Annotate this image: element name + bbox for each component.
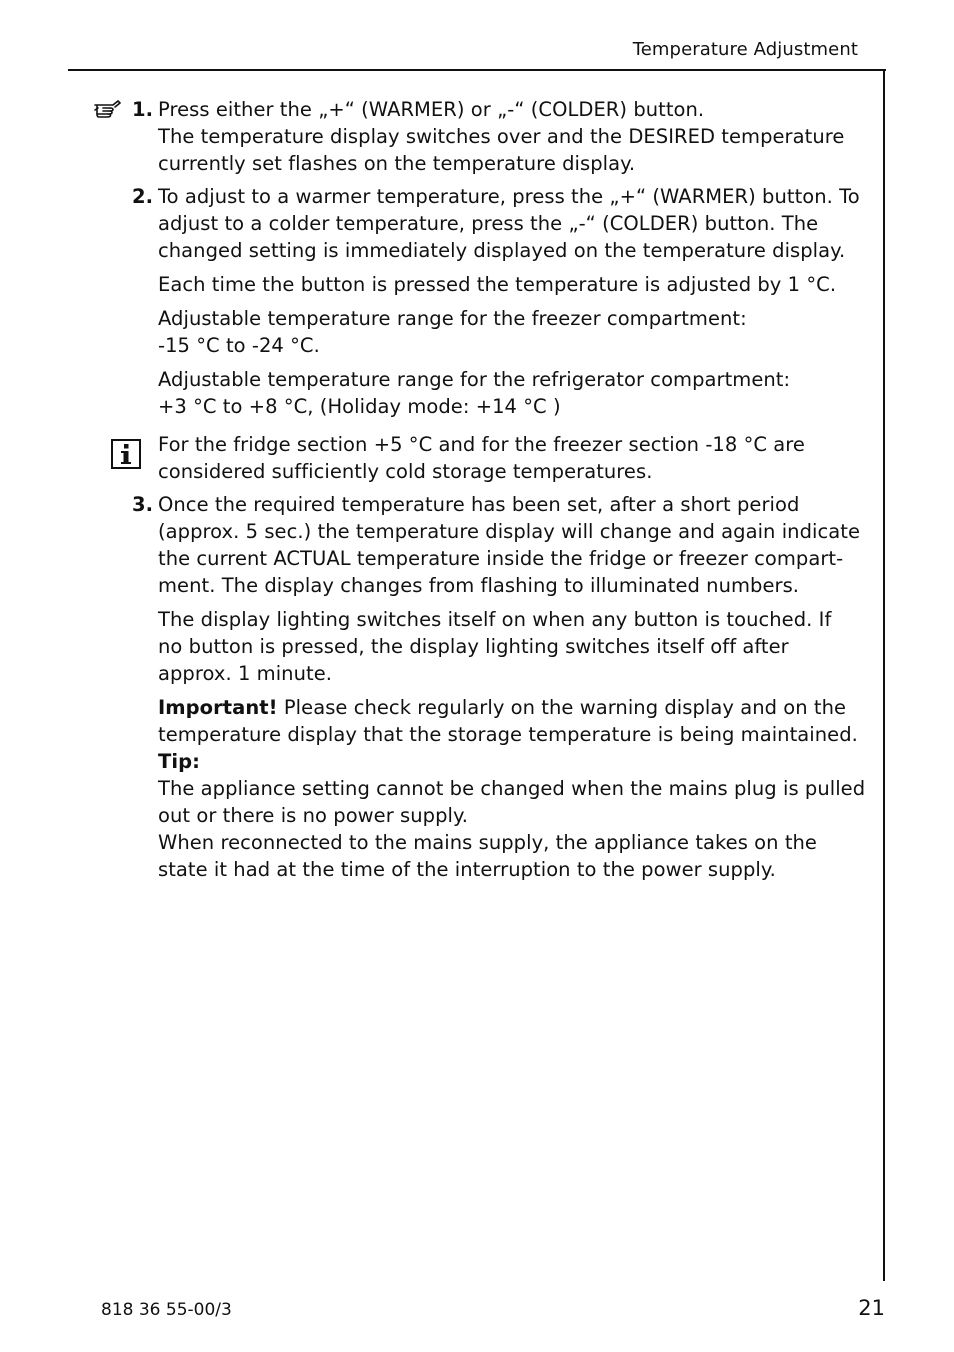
info-note-line-1: For the fridge section +5 °C and for the freezer section -18 °C are [158,433,805,456]
step-number: 2. [132,185,154,208]
tip-line-1: The appliance setting cannot be changed when the mains plug is pulled [158,777,866,800]
header-rule [68,69,886,71]
tip-line-3: When reconnected to the mains supply, the appliance takes on the [158,831,817,854]
step-1 [132,96,858,177]
increment-text: Each time the button is pressed the temperature is adjusted by 1 °C. [158,273,837,296]
important-line-2: temperature display that the storage temperature is being maintained. [158,723,858,746]
right-margin-rule [883,69,885,1281]
step-3-line-2: (approx. 5 sec.) the temperature display will change and again indicate [158,520,860,543]
step-3-line-4: ment. The display changes from flashing to illuminated numbers. [158,574,800,597]
tip-label: Tip: [158,750,200,773]
important-label: Important! [158,696,278,719]
lighting-line-1: The display lighting switches itself on when any button is touched. If [158,608,832,631]
info-note-line-2: considered sufficiently cold storage temperatures. [158,460,653,483]
running-header-title: Temperature Adjustment [632,39,858,60]
step-2 [132,183,860,264]
increment-paragraph [158,271,858,298]
lighting-paragraph [158,606,858,687]
important-paragraph [158,694,866,883]
step-1-line-1: Press either the „+“ (WARMER) or „-“ (COLDER) button. [158,98,705,121]
tip-line-4: state it had at the time of the interruption to the power supply. [158,858,776,881]
pointing-hand-icon [94,99,126,119]
step-3-line-1: Once the required temperature has been set, after a short period [158,493,800,516]
fridge-range-line-1: Adjustable temperature range for the refrigerator compartment: [158,368,791,391]
freezer-range-line-2: -15 °C to -24 °C. [158,334,320,357]
step-1-line-2: The temperature display switches over and the DESIRED temperature [158,125,845,148]
main-content [132,96,866,883]
step-3 [132,491,860,599]
freezer-range-paragraph [158,305,858,359]
step-2-line-3: changed setting is immediately displayed on the temperature display. [158,239,846,262]
page-number: 21 [858,1296,885,1320]
step-1-line-3: currently set flashes on the temperature display. [158,152,636,175]
step-2-line-1: To adjust to a warmer temperature, press the „+“ (WARMER) button. To [158,185,860,208]
step-number: 1. [132,98,154,121]
lighting-line-3: approx. 1 minute. [158,662,332,685]
important-text: Please check regularly on the warning display and on the [277,696,847,719]
step-3-line-3: the current ACTUAL temperature inside the fridge or freezer compart- [158,547,844,570]
fridge-range-line-2: +3 °C to +8 °C, (Holiday mode: +14 °C ) [158,395,561,418]
lighting-line-2: no button is pressed, the display lighting switches itself off after [158,635,789,658]
info-icon [111,439,141,469]
freezer-range-line-1: Adjustable temperature range for the freezer compartment: [158,307,747,330]
info-note [158,431,858,485]
document-code: 818 36 55-00/3 [101,1300,232,1320]
important-line-1 [158,694,858,721]
step-2-line-2: adjust to a colder temperature, press the „-“ (COLDER) button. The [158,212,819,235]
tip-line-2: out or there is no power supply. [158,804,469,827]
fridge-range-paragraph [158,366,858,420]
step-number: 3. [132,493,154,516]
